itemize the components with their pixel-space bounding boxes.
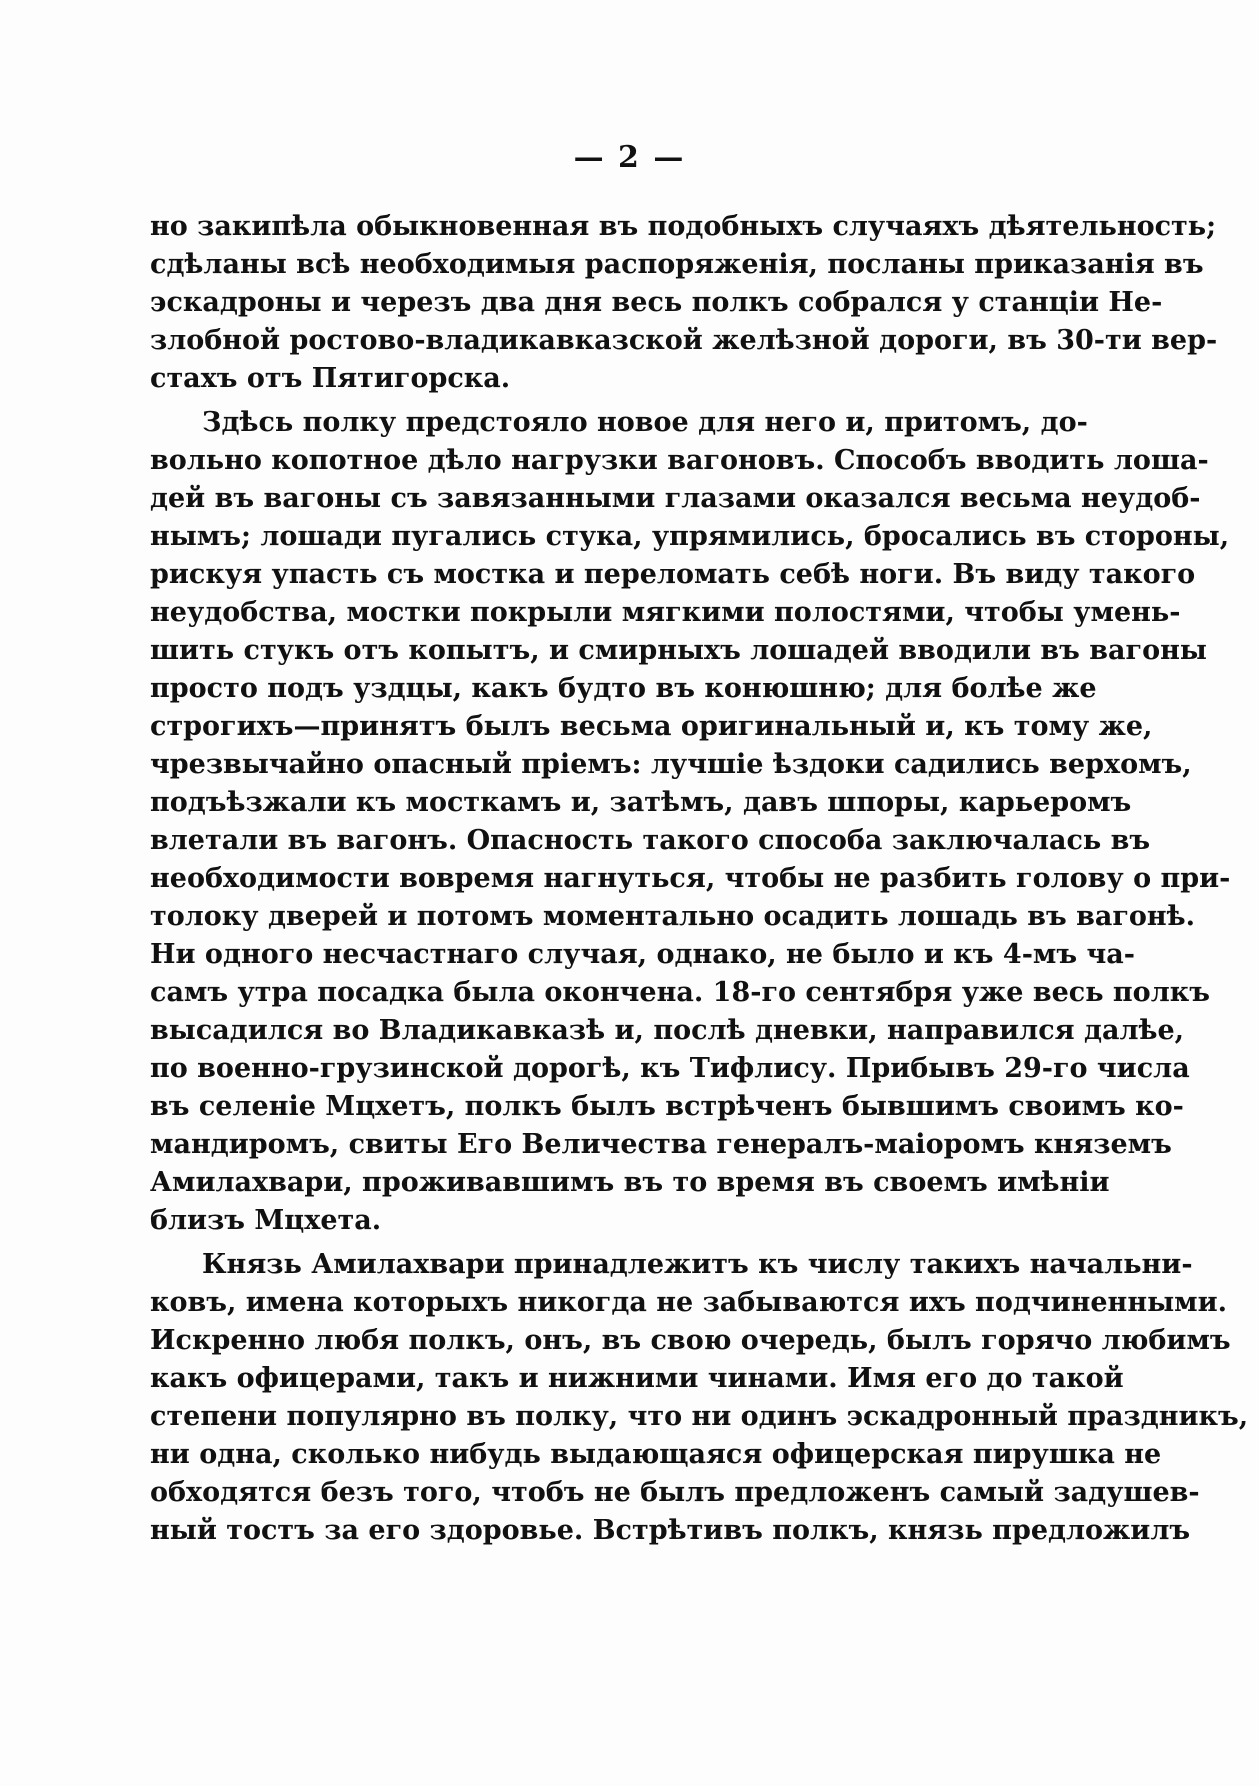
text-line: Здѣсь полку предстояло новое для него и, притомъ, до- bbox=[202, 407, 1088, 438]
text-line: неудобства, мостки покрыли мягкими полостями, чтобы умень- bbox=[150, 597, 1181, 628]
text-line: влетали въ вагонъ. Опасность такого способа заключалась въ bbox=[150, 825, 1151, 856]
text-line: по военно-грузинской дорогѣ, къ Тифлису. Прибывъ 29-го числа bbox=[150, 1053, 1190, 1084]
text-line: злобной ростово-владикавказской желѣзной дороги, въ 30-ти вер- bbox=[150, 325, 1218, 356]
text-line: сдѣланы всѣ необходимыя распоряженія, посланы приказанія въ bbox=[150, 249, 1204, 280]
text-line: нымъ; лошади пугались стука, упрямились, бросались въ стороны, bbox=[150, 521, 1230, 552]
text-line: въ селеніе Мцхетъ, полкъ былъ встрѣченъ бывшимъ своимъ ко- bbox=[150, 1091, 1184, 1122]
text-line: дей въ вагоны съ завязанными глазами оказался весьма неудоб- bbox=[150, 483, 1201, 514]
text-line: ни одна, сколько нибудь выдающаяся офицерская пирушка не bbox=[150, 1439, 1162, 1470]
text-line: мандиромъ, свиты Его Величества генералъ-маіоромъ княземъ bbox=[150, 1129, 1172, 1160]
text-line: шить стукъ отъ копытъ, и смирныхъ лошадей вводили въ вагоны bbox=[150, 635, 1207, 666]
text-line: строгихъ—принятъ былъ весьма оригинальный и, къ тому же, bbox=[150, 711, 1153, 742]
page-number: — 2 — bbox=[573, 140, 686, 175]
text-line: какъ офицерами, такъ и нижними чинами. Имя его до такой bbox=[150, 1363, 1124, 1394]
paragraph-1 bbox=[150, 208, 1218, 398]
text-line: толоку дверей и потомъ моментально осадить лошадь въ вагонѣ. bbox=[150, 901, 1196, 932]
text-line: эскадроны и черезъ два дня весь полкъ собрался у станціи Не- bbox=[150, 287, 1163, 318]
text-line: рискуя упасть съ мостка и переломать себѣ ноги. Въ виду такого bbox=[150, 559, 1196, 590]
text-line: необходимости вовремя нагнуться, чтобы не разбить голову о при- bbox=[150, 863, 1231, 894]
text-line: просто подъ уздцы, какъ будто въ конюшню; для болѣе же bbox=[150, 673, 1097, 704]
text-line: близъ Мцхета. bbox=[150, 1205, 382, 1236]
body-text bbox=[150, 208, 1249, 1556]
text-line: чрезвычайно опасный пріемъ: лучшіе ѣздоки садились верхомъ, bbox=[150, 749, 1192, 780]
text-line: вольно копотное дѣло нагрузки вагоновъ. Способъ вводить лоша- bbox=[150, 445, 1209, 476]
text-line: степени популярно въ полку, что ни одинъ эскадронный праздникъ, bbox=[150, 1401, 1249, 1432]
text-line: ковъ, имена которыхъ никогда не забываются ихъ подчиненными. bbox=[150, 1287, 1228, 1318]
paragraph-2 bbox=[150, 404, 1231, 1240]
text-line: но закипѣла обыкновенная въ подобныхъ случаяхъ дѣятельность; bbox=[150, 211, 1217, 242]
text-line: Князь Амилахвари принадлежитъ къ числу такихъ начальни- bbox=[202, 1249, 1193, 1280]
text-line: стахъ отъ Пятигорска. bbox=[150, 363, 511, 394]
text-line: самъ утра посадка была окончена. 18-го сентября уже весь полкъ bbox=[150, 977, 1210, 1008]
text-line: ный тостъ за его здоровье. Встрѣтивъ полкъ, князь предложилъ bbox=[150, 1515, 1191, 1546]
text-line: обходятся безъ того, чтобъ не былъ предложенъ самый задушев- bbox=[150, 1477, 1200, 1508]
text-line: Ни одного несчастнаго случая, однако, не было и къ 4-мъ ча- bbox=[150, 939, 1135, 970]
text-line: высадился во Владикавказѣ и, послѣ дневки, направился далѣе, bbox=[150, 1015, 1185, 1046]
paragraph-3 bbox=[150, 1246, 1249, 1550]
text-line: Искренно любя полкъ, онъ, въ свою очередь, былъ горячо любимъ bbox=[150, 1325, 1231, 1356]
text-line: подъѣзжали къ мосткамъ и, затѣмъ, давъ шпоры, карьеромъ bbox=[150, 787, 1132, 818]
text-line: Амилахвари, проживавшимъ въ то время въ своемъ имѣніи bbox=[150, 1167, 1110, 1198]
